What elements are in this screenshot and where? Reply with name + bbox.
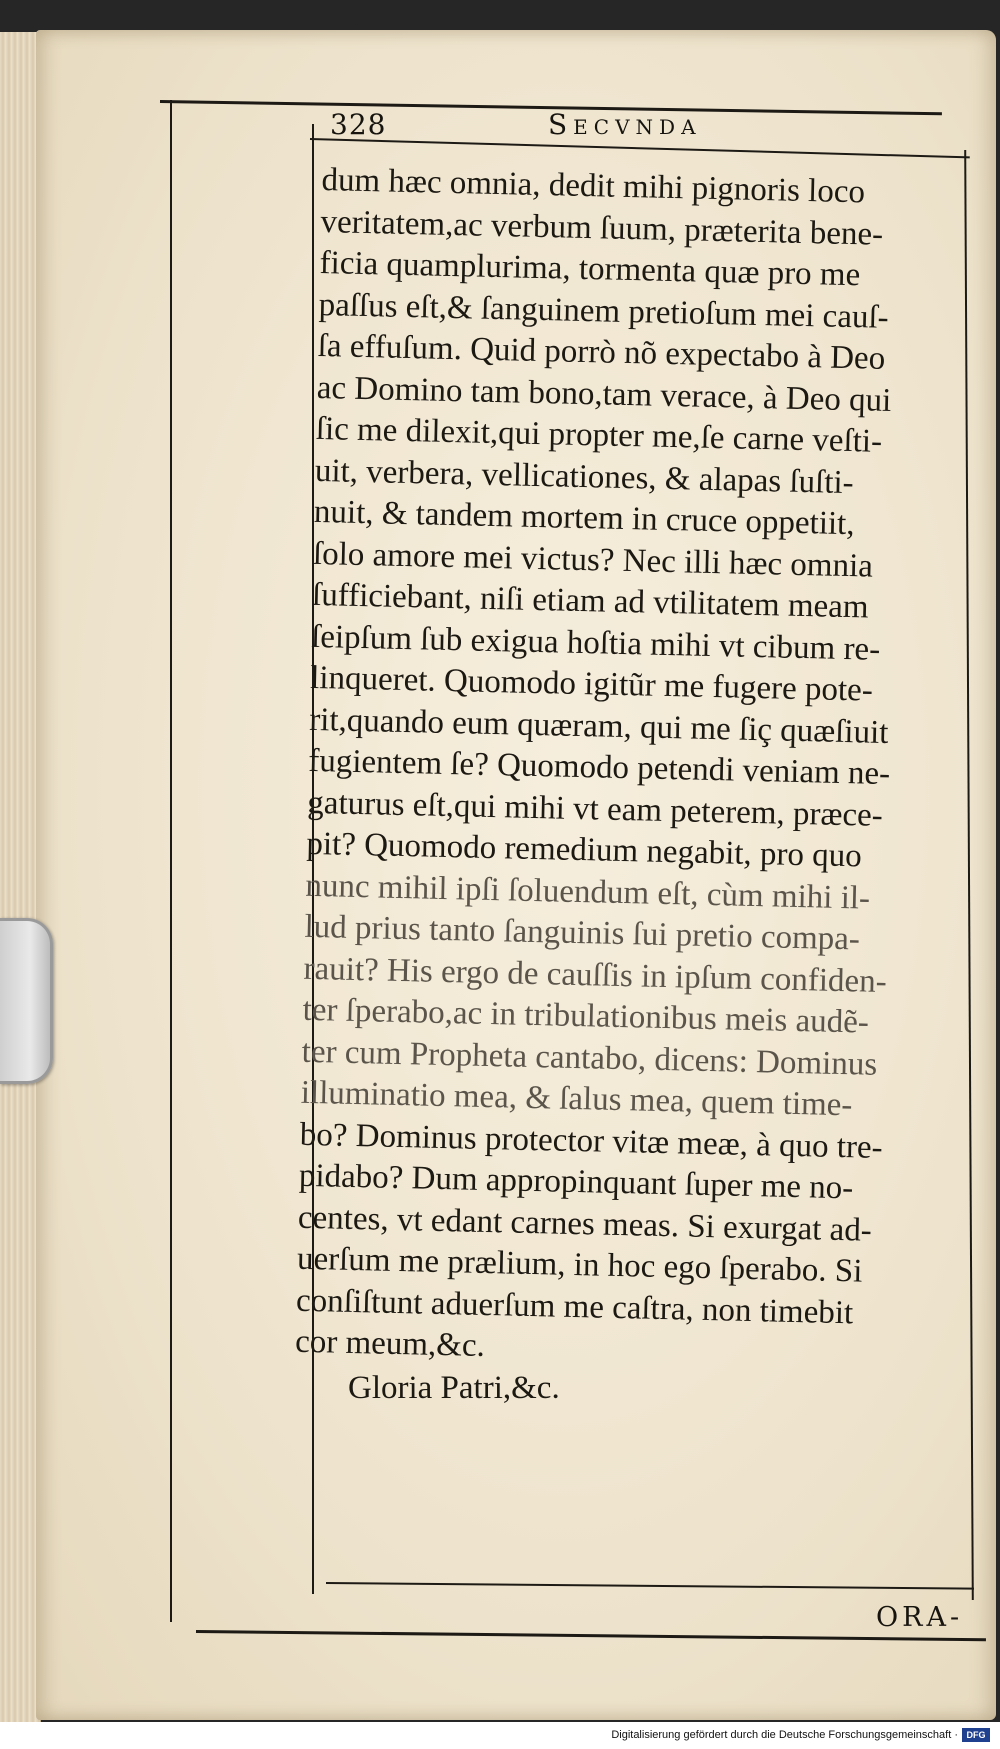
- text-line: pidabo? Dum appropinquant ſuper me no-: [298, 1157, 854, 1207]
- text-line: ter cum Propheta cantabo, dicens: Dominus: [301, 1033, 878, 1083]
- text-line: rit,quando eum quæram, qui me ſiç quæſiuit: [308, 701, 889, 751]
- text-line: pit? Quomodo remedium negabit, pro quo: [306, 825, 863, 875]
- body-text: [295, 160, 978, 1378]
- text-line: uerſum me prælium, in hoc ego ſperabo. Si: [296, 1240, 863, 1290]
- text-line: ſolo amore mei victus? Nec illi hæc omnia: [312, 535, 874, 585]
- funding-credit: Digitalisierung gefördert durch die Deutsche Forschungsgemeinschaft ·: [611, 1729, 958, 1741]
- text-line: ter ſperabo,ac in tribulationibus meis audẽ-: [302, 991, 870, 1041]
- text-line: conſiſtunt aduerſum me caſtra, non timebit: [295, 1282, 854, 1331]
- text-line: nuit, & tandem mortem in cruce oppetiit,: [313, 493, 855, 543]
- doxology-line: Gloria Patri,&c.: [348, 1370, 560, 1406]
- page-clip: [0, 918, 53, 1084]
- text-line: ſic me dilexit,qui propter me,ſe carne veſti-: [315, 410, 883, 460]
- frame-rule-left-outer: [170, 100, 172, 1622]
- text-line: centes, vt edant carnes meas. Si exurgat ad-: [297, 1199, 873, 1249]
- running-head: Secvnda: [548, 108, 702, 141]
- text-line: nunc mihil ipſi ſoluendum eſt, cùm mihi il-: [305, 867, 871, 917]
- text-line: rauit? His ergo de cauſſis in ipſum confiden-: [303, 950, 888, 1000]
- text-line: cor meum,&c.: [294, 1323, 486, 1364]
- text-line: ac Domino tam bono,tam verace, à Deo qui: [316, 369, 892, 419]
- text-line: ſeipſum ſub exigua hoſtia mihi vt cibum re-: [310, 618, 881, 668]
- text-line: bo? Dominus protector vitæ meæ, à quo tre-: [299, 1116, 884, 1166]
- text-line: dum hæc omnia, dedit mihi pignoris loco: [321, 161, 866, 211]
- text-line: lud prius tanto ſanguinis ſui pretio compa-: [304, 908, 861, 958]
- book-page-edges: [0, 32, 41, 1722]
- text-line: uit, verbera, vellicationes, & alapas ſuſti-: [314, 452, 855, 501]
- text-line: illuminatio mea, & ſalus mea, quem time-: [300, 1074, 853, 1124]
- catchword: ORA-: [876, 1602, 964, 1633]
- text-line: ficia quamplurima, tormenta quæ pro me: [319, 244, 861, 294]
- text-line: ſa effuſum. Quid porrò nõ expectabo à Deo: [317, 327, 886, 377]
- page-number: 328: [330, 108, 387, 141]
- text-line: paſſus eſt,& ſanguinem pretioſum mei cauſ-: [318, 286, 890, 336]
- text-line: ſufficiebant, niſi etiam ad vtilitatem meam: [311, 576, 869, 626]
- text-line: gaturus eſt,qui mihi vt eam peterem, præce-: [307, 784, 884, 834]
- text-line: fugientem ſe? Quomodo petendi veniam ne-: [307, 742, 891, 793]
- dfg-logo: DFG: [962, 1728, 990, 1742]
- text-line: veritatem,ac verbum ſuum, præterita bene-: [320, 203, 884, 253]
- text-line: linqueret. Quomodo igitũr me fugere pote-: [309, 659, 874, 709]
